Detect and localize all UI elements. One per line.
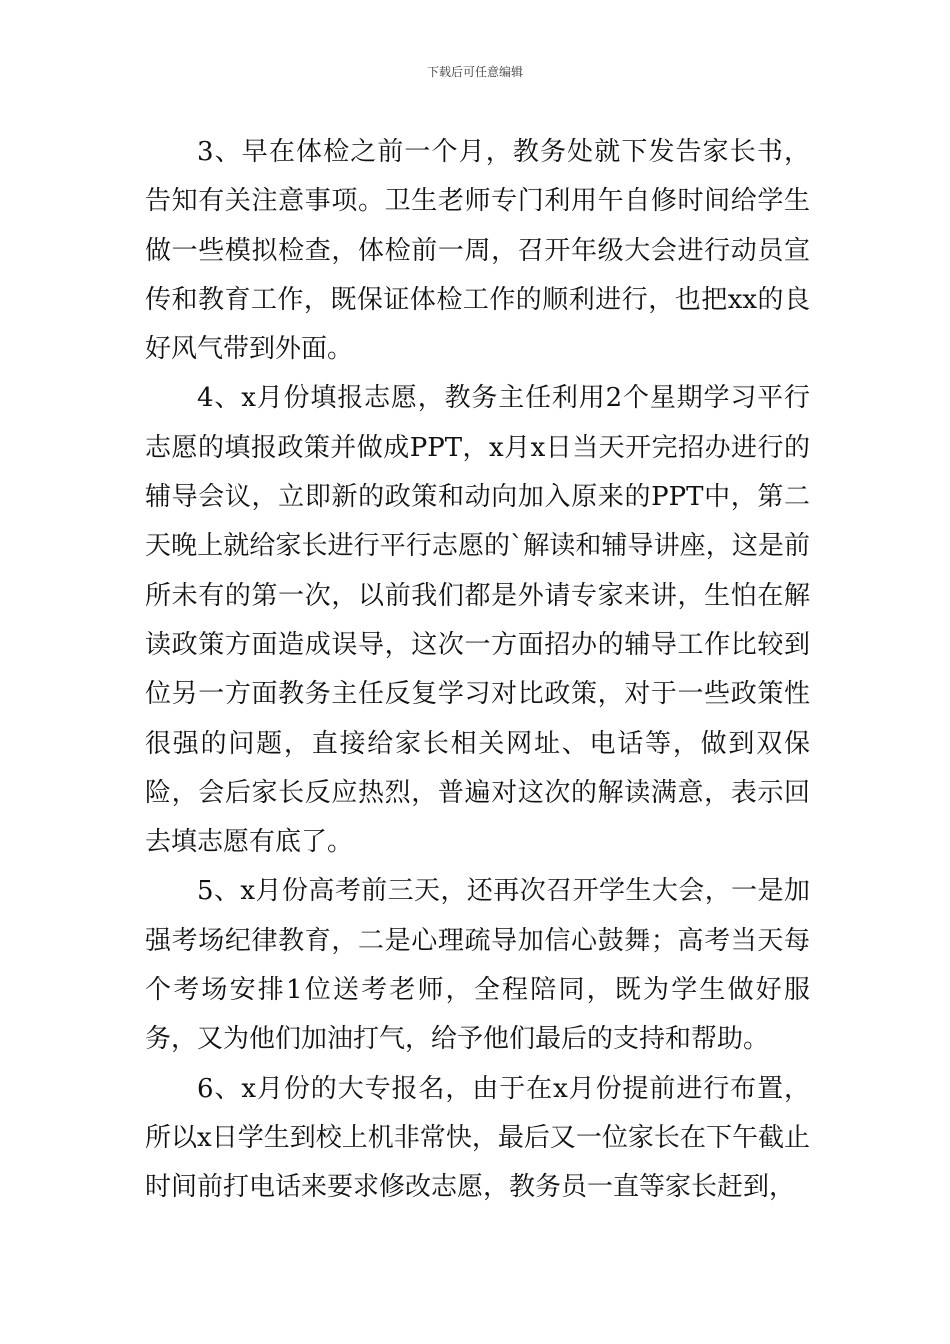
document-body	[145, 128, 810, 1213]
page-header-note: 下载后可任意编辑	[426, 65, 523, 79]
paragraph-3: 3、早在体检之前一个月，教务处就下发告家长书，告知有关注意事项。卫生老师专门利用午自修时间给学生做一些模拟检查，体检前一周，召开年级大会进行动员宣传和教育工作，既保证体检工作的顺利进行，也把xx的良好风气带到外面。	[145, 137, 810, 365]
paragraph-6: 6、x月份的大专报名，由于在x月份提前进行布置，所以x日学生到校上机非常快，最后又一位家长在下午截止时间前打电话来要求修改志愿，教务员一直等家长赶到，	[145, 1073, 810, 1203]
paragraph-4: 4、x月份填报志愿，教务主任利用2个星期学习平行志愿的填报政策并做成PPT，x月x日当天开完招办进行的辅导会议，立即新的政策和动向加入原来的PPT中，第二天晚上就给家长进行平行志愿的`解读和辅导讲座，这是前所未有的第一次，以前我们都是外请专家来讲，生怕在解读政策方面造成误导，这次一方面招办的辅导工作比较到位另一方面教务主任反复学习对比政策，对于一些政策性很强的问题，直接给家长相关网址、电话等，做到双保险，会后家长反应热烈，普遍对这次的解读满意，表示回去填志愿有底了。	[145, 383, 810, 858]
paragraph-5: 5、x月份高考前三天，还再次召开学生大会，一是加强考场纪律教育，二是心理疏导加信心鼓舞；高考当天每个考场安排1位送考老师，全程陪同，既为学生做好服务，又为他们加油打气，给予他们最后的支持和帮助。	[145, 876, 810, 1055]
